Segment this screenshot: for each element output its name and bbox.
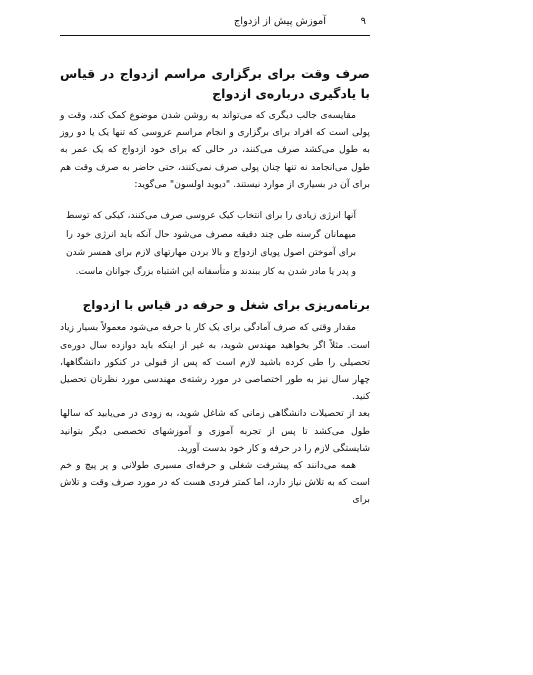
running-header	[60, 12, 370, 32]
paragraph-career-progress: همه می‌دانند که پیشرفت شغلی و حرفه‌ای مسیری طولانی و پر پیچ و خم است که به تلاش نیاز دارد، اما کمتر فردی هست که در مورد صرف وقت و تلاش برای	[60, 460, 370, 506]
section-heading-career-vs-marriage: برنامه‌ریزی برای شغل و حرفه در قیاس با ازدواج	[82, 298, 370, 313]
book-title: آموزش پیش از ازدواج	[233, 16, 326, 27]
paragraph-career-preparation: مقدار وقتی که صرف آمادگی برای یک کار یا حرفه می‌شود معمولاً بسیار زیاد است. مثلاً اگر بخواهید مهندس شوید، به غیر از اینکه باید دوازده سال دوره‌ی تحصیلی را طی کرده باشید لازم است که پس از قبولی در کنکور دانشگاهها، چهار سال نیز به طور اختصاصی در مورد رشته‌ی مهندسی مورد نظرتان تحصیل کنید.	[60, 322, 370, 403]
paragraph-wedding-comparison: مقایسه‌ی جالب دیگری که می‌تواند به روشن شدن موضوع کمک کند، وقت و پولی است که افراد برای برگزاری و انجام مراسم عروسی که تنها یک یا دو روز به طول می‌کشد صرف می‌کنند، در حالی که برای خود ازدواج که یک عمر به طول می‌انجامد نه تنها چنان پولی صرف نمی‌کنند، حتی حاضر به صرف وقت هم برای آن در بسیاری از موارد نیستند. "دیوید اولسون" می‌گوید:	[60, 110, 370, 190]
header-rule	[60, 35, 370, 36]
paragraph-after-university: بعد از تحصیلات دانشگاهی زمانی که شاغل شوید، به زودی در می‌یابید که سالها طول می‌کشد تا پس از تجربه آموزی و آموزشهای تخصصی دیگر بتوانید شایستگی لازم را در حرفه و کار خود بدست آورید.	[60, 408, 370, 454]
section-heading-wedding-vs-learning: صرف وقت برای برگزاری مراسم ازدواج در قیاس با یادگیری درباره‌ی ازدواج	[60, 66, 370, 101]
page-body	[60, 64, 370, 509]
page-number: ۹	[360, 16, 366, 27]
block-quote-olson: آنها انرژی زیادی را برای انتخاب کیک عروسی صرف می‌کنند، کیکی که توسط میهمانان گرسنه طی چند دقیقه مصرف می‌شود حال آنکه باید انرژی خود را برای آموختن اصول پویای ازدواج و بالا بردن مهارتهای لازم برای همسر شدن و پدر یا مادر شدن به کار ببندند و متأسفانه این اشتباه بزرگ جوانان ماست.	[66, 211, 356, 277]
